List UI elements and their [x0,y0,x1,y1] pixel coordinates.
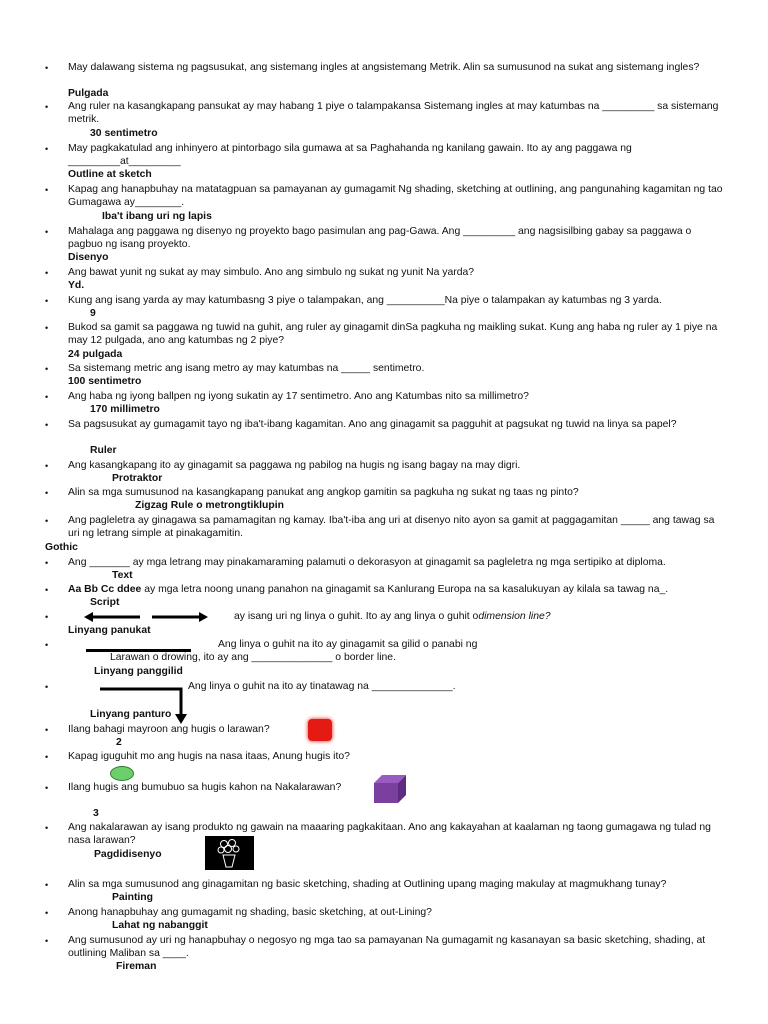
question-14: Ang pagleletra ay ginagawa sa pamamagitan ng kamay. Iba't-iba ang uri at disenyo nito ayon sa gamit at paggagamitan _____ ang tawag sa uri ng letrang simple at pinakagamitin. [68,515,715,539]
answer-2: 30 sentimetro [90,128,158,139]
box-front-face [374,783,398,803]
answer-23: Pagdidisenyo [94,849,162,860]
answer-14: Gothic [45,542,78,553]
question-16-text: ay mga letra noong unang panahon na ginagamit sa Kanlurang Europa na sa kasalukuyan ay kilala sa tawag na_. [141,584,669,595]
question-20: Ilang bahagi mayroon ang hugis o larawan? [68,724,270,735]
answer-12: Protraktor [112,473,163,484]
dimension-line-arrows [84,609,210,625]
question-1: May dalawang sistema ng pagsusukat, ang sistemang ingles at angsistemang Metrik. Alin sa sumusunod na sukat ang sistemang ingles? [68,62,700,73]
bullet: • [45,585,49,595]
question-18-line2: Larawan o drowing, ito ay ang ______________ o border line. [110,652,396,663]
bullet: • [45,558,49,568]
bullet: • [45,268,49,278]
answer-4: Iba't ibang uri ng lapis [102,211,212,222]
question-11: Sa pagsusukat ay gumagamit tayo ng iba't-ibang kagamitan. Ano ang ginagamit sa pagguhit at pagsukat ng tuwid na linya sa papel? [68,419,677,430]
flower-vase-image [205,836,254,870]
question-10: Ang haba ng iyong ballpen ng iyong sukatin ay 17 sentimetro. Ano ang Katumbas nito sa millimetro? [68,391,529,402]
answer-25: Lahat ng nabanggit [112,920,208,931]
question-5: Mahalaga ang paggawa ng disenyo ng proyekto bago pasimulan ang pag-Gawa. Ang _________ ang nagsisilbing gabay sa paggawa o pagbuo ng isang proyekto. [68,226,692,250]
answer-11: Ruler [90,445,117,456]
bullet: • [45,783,49,793]
bullet: • [45,823,49,833]
answer-24: Painting [112,892,153,903]
answer-22: 3 [93,808,99,819]
bullet: • [45,420,49,430]
bullet: • [45,612,49,622]
answer-5: Disenyo [68,252,109,263]
answer-20: 2 [116,737,122,748]
question-7: Kung ang isang yarda ay may katumbasng 3 piye o talampakan, ang __________Na piye o talampakan ay katumbas ng 3 yarda. [68,295,662,306]
bullet: • [45,516,49,526]
question-9: Sa sistemang metric ang isang metro ay may katumbas na _____ sentimetro. [68,363,425,374]
question-17-text: ay isang uri ng linya o guhit. Ito ay ang linya o guhit o [234,611,479,622]
bullet: • [45,725,49,735]
answer-13: Zigzag Rule o metrongtiklupin [135,500,284,511]
bullet: • [45,908,49,918]
answer-15: Text [112,570,133,581]
answer-1: Pulgada [68,88,109,99]
answer-19: Linyang panturo [90,709,172,720]
bullet: • [45,936,49,946]
question-8: Bukod sa gamit sa paggawa ng tuwid na guhit, ang ruler ay ginagamit dinSa pagkuha ng maikling sukat. Kung ang haba ng ruler ay 1 piye na may 12 pulgada, ano ang katumbas ng 2 piye? [68,322,718,346]
answer-17: Linyang panukat [68,625,151,636]
answer-16: Script [90,597,120,608]
green-oval-image [110,766,134,781]
question-17 [234,611,734,624]
answer-10: 170 millimetro [90,404,160,415]
bullet: • [45,144,49,154]
question-3: May pagkakatulad ang inhinyero at pintorbago sila gumawa at sa Paghahanda ng kanilang gawain. Ito ay ang paggawa ng _________at_________ [68,143,632,167]
question-26: Ang sumusunod ay uri ng hanapbuhay o negosyo ng mga tao sa pamayanan Na gumagamit ng kasanayan sa basic sketching, shading, at outlining Maliban sa ____. [68,935,706,959]
bullet: • [45,364,49,374]
answer-9: 100 sentimetro [68,376,142,387]
question-22: Ilang hugis ang bumubuo sa hugis kahon na Nakalarawan? [68,782,342,793]
right-arrowhead [199,612,208,622]
question-18-line1: Ang linya o guhit na ito ay ginagamit sa gilid o panabi ng [218,639,478,650]
answer-26: Fireman [116,961,157,972]
question-6: Ang bawat yunit ng sukat ay may simbulo. Ano ang simbulo ng sukat ng yunit Na yarda? [68,267,475,278]
answer-8: 24 pulgada [68,349,123,360]
question-19: Ang linya o guhit na ito ay tinatawag na ______________. [188,681,456,692]
question-15: Ang _______ ay mga letrang may pinakamaraming palamuti o dekorasyon at ginagamit sa pagleletra ng mga sertipiko at diploma. [68,557,666,568]
question-2: Ang ruler na kasangkapang pansukat ay may habang 1 piye o talampakansa Sistemang ingles at may katumbas na _________ sa sistemang metrik. [68,101,719,125]
bullet: • [45,296,49,306]
bullet: • [45,323,49,333]
question-25: Anong hanapbuhay ang gumagamit ng shading, basic sketching, at out-Lining? [68,907,432,918]
answer-3: Outline at sketch [68,169,152,180]
question-4: Kapag ang hanapbuhay na matatagpuan sa pamayanan ay gumagamit Ng shading, sketching at outlining, ang pangunahing kagamitan ng tao Gumagawa ay________. [68,184,723,208]
red-shape-image [308,719,332,741]
bullet: • [45,682,49,692]
question-24: Alin sa mga sumusunod ang ginagamitan ng basic sketching, shading at Outlining upang maging makulay at magmukhang tunay? [68,879,667,890]
bullet: • [45,102,49,112]
question-16 [68,584,728,597]
question-16-letters: Aa Bb Cc ddee [68,584,142,595]
question-21: Kapag iguguhit mo ang hugis na nasa itaas, Anung hugis ito? [68,751,350,762]
answer-7: 9 [90,308,96,319]
bullet: • [45,185,49,195]
left-arrowhead [84,612,93,622]
question-17-italic: dimension line? [478,611,551,622]
bullet: • [45,392,49,402]
bullet: • [45,752,49,762]
bullet: • [45,461,49,471]
bullet: • [45,63,49,73]
question-13: Alin sa mga sumusunod na kasangkapang panukat ang angkop gamitin sa pagkuha ng sukat ng taas ng pinto? [68,487,579,498]
answer-18: Linyang panggilid [94,666,183,677]
bullet: • [45,640,49,650]
question-23: Ang nakalarawan ay isang produkto ng gawain na maaaring pagkakitaan. Ano ang kakayahan at kaalaman ng taong gumagawa ng tulad ng nasa larawan? [68,822,711,846]
bullet: • [45,488,49,498]
answer-6: Yd. [68,280,85,291]
leader-arrowhead [175,714,187,724]
bullet: • [45,227,49,237]
purple-box-image [373,774,409,804]
bullet: • [45,880,49,890]
question-12: Ang kasangkapang ito ay ginagamit sa paggawa ng pabilog na hugis ng isang bagay na may digri. [68,460,521,471]
